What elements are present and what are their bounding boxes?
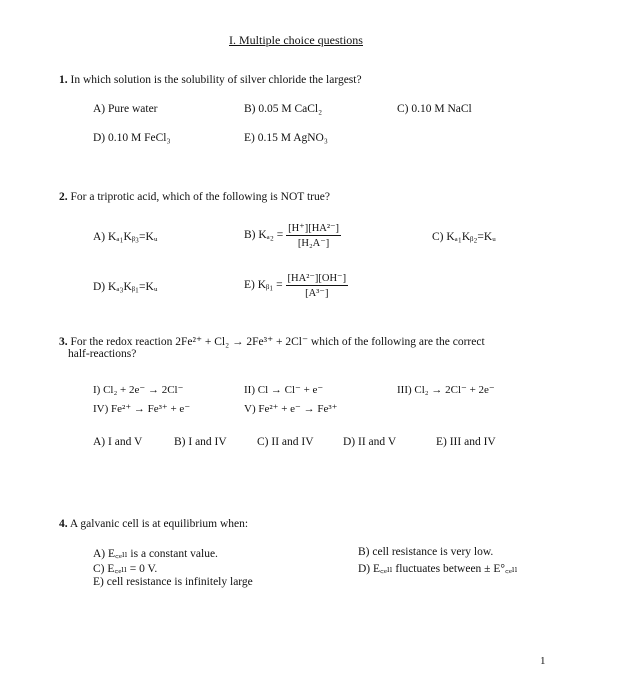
- question-2-number: 2.: [59, 191, 68, 203]
- question-2-text: For a triprotic acid, which of the following is NOT true?: [70, 191, 330, 203]
- question-1-number: 1.: [59, 74, 68, 86]
- q2-option-e-fraction: [286, 272, 349, 299]
- q1-option-d: D) 0.10 M FeCl₃: [93, 132, 171, 144]
- q3-option-e: E) III and IV: [436, 436, 496, 448]
- question-3-text-line2: half-reactions?: [68, 348, 137, 360]
- q1-option-b: B) 0.05 M CaCl₂: [244, 103, 323, 115]
- q2-option-e-label: E) Kᵦ₁ =: [244, 279, 283, 292]
- question-3-text: For the redox reaction 2Fe²⁺ + Cl₂ → 2Fe³⁺ + 2Cl⁻ which of the following are the correct: [70, 336, 485, 348]
- q4-option-b: B) cell resistance is very low.: [358, 546, 494, 558]
- q4-option-e: E) cell resistance is infinitely large: [93, 576, 253, 588]
- half-reaction-1: I) Cl₂ + 2e⁻ → 2Cl⁻: [93, 384, 184, 396]
- q2-option-b-fraction: [286, 222, 341, 249]
- half-reaction-2: II) Cl → Cl⁻ + e⁻: [244, 384, 324, 396]
- question-1-text: In which solution is the solubility of silver chloride the largest?: [70, 74, 362, 86]
- page-number: 1: [540, 655, 546, 667]
- q3-option-d: D) II and V: [343, 436, 397, 448]
- q4-option-c: C) E꜀ₑₗₗ = 0 V.: [93, 563, 158, 575]
- q2-option-b-denominator: [H₂A⁻]: [297, 238, 330, 249]
- q1-option-e: E) 0.15 M AgNO₃: [244, 132, 328, 144]
- q4-option-a: A) E꜀ₑₗₗ is a constant value.: [93, 548, 218, 560]
- half-reaction-3: III) Cl₂ → 2Cl⁻ + 2e⁻: [397, 384, 495, 396]
- q1-option-c: C) 0.10 M NaCl: [397, 103, 472, 115]
- q2-option-e-denominator: [A³⁻]: [305, 288, 329, 299]
- q2-option-b-numerator: [H⁺][HA²⁻]: [288, 223, 340, 234]
- q1-option-a: A) Pure water: [93, 103, 158, 115]
- question-4-number: 4.: [59, 518, 68, 530]
- question-3: [59, 334, 485, 348]
- q2-option-d: D) Kₐ₃Kᵦ₁=Kᵤ: [93, 281, 158, 293]
- question-4: [59, 518, 248, 530]
- q4-option-d: D) E꜀ₑₗₗ fluctuates between ± E°꜀ₑₗₗ: [358, 563, 518, 575]
- section-title: I. Multiple choice questions: [229, 33, 363, 47]
- q3-option-b: B) I and IV: [174, 436, 227, 448]
- half-reaction-4: IV) Fe²⁺ → Fe³⁺ + e⁻: [93, 403, 191, 415]
- question-4-text: A galvanic cell is at equilibrium when:: [69, 518, 249, 530]
- q2-option-e-numerator: [HA²⁻][OH⁻]: [287, 273, 347, 284]
- q3-option-c: C) II and IV: [257, 436, 314, 448]
- q2-option-e: [244, 272, 348, 299]
- question-3-number: 3.: [59, 336, 68, 348]
- q2-option-c: C) Kₐ₁Kᵦ₂=Kᵤ: [432, 231, 496, 243]
- question-2: [59, 191, 330, 203]
- half-reaction-5: V) Fe²⁺ + e⁻ → Fe³⁺: [244, 403, 338, 415]
- q2-option-a: A) Kₐ₁Kᵦ₃=Kᵤ: [93, 231, 158, 243]
- q2-option-b-label: B) Kₐ₂ =: [244, 229, 284, 242]
- q3-option-a: A) I and V: [93, 436, 143, 448]
- question-1: [59, 74, 362, 86]
- q2-option-b: [244, 222, 341, 249]
